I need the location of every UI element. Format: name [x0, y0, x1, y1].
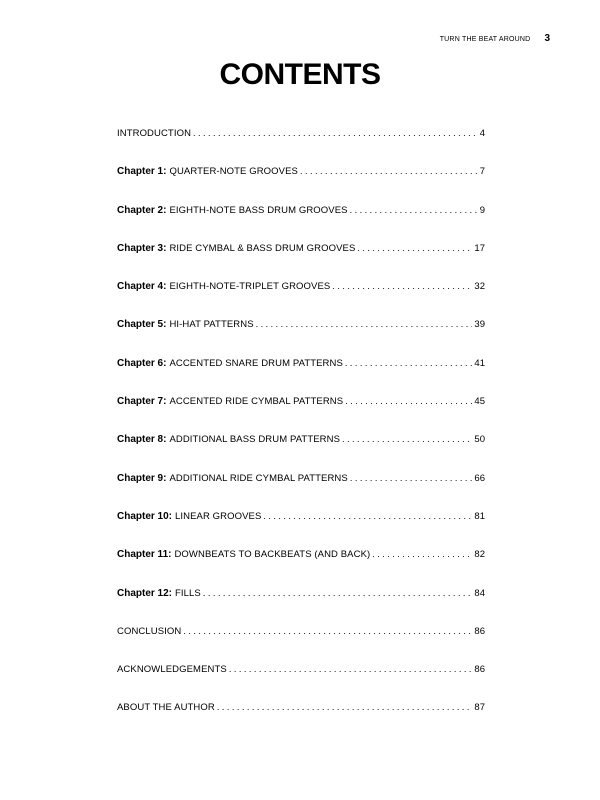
toc-entry	[117, 358, 485, 396]
dot-leader	[256, 319, 473, 329]
toc-entry	[117, 166, 485, 204]
toc-chapter-number: Chapter 12:	[117, 587, 173, 599]
toc-page-number: 32	[474, 281, 485, 293]
toc-title: DOWNBEATS TO BACKBEATS (AND BACK)	[174, 549, 371, 561]
toc-page-number: 82	[474, 549, 485, 561]
toc-entry	[117, 243, 485, 281]
toc-page-number: 7	[479, 166, 485, 178]
toc-chapter-number: Chapter 4:	[117, 281, 167, 293]
dot-leader	[372, 549, 472, 559]
toc-entry	[117, 128, 485, 166]
dot-leader	[229, 664, 473, 674]
dot-leader	[203, 588, 473, 598]
running-title: TURN THE BEAT AROUND	[439, 36, 531, 43]
dot-leader	[193, 128, 478, 138]
dot-leader	[183, 626, 472, 636]
table-of-contents	[117, 128, 485, 741]
toc-entry	[117, 319, 485, 357]
toc-page-number: 66	[474, 472, 485, 484]
dot-leader	[345, 396, 472, 406]
toc-entry	[117, 626, 485, 664]
dot-leader	[300, 166, 478, 176]
toc-page-number: 50	[474, 434, 485, 446]
toc-entry	[117, 664, 485, 702]
toc-page-number: 39	[474, 319, 485, 331]
toc-title: ACKNOWLEDGEMENTS	[117, 664, 227, 676]
toc-entry	[117, 702, 485, 740]
toc-title: HI-HAT PATTERNS	[169, 319, 254, 331]
dot-leader	[217, 702, 473, 712]
toc-page-number: 45	[474, 396, 485, 408]
toc-title: LINEAR GROOVES	[175, 510, 262, 522]
toc-title: INTRODUCTION	[117, 128, 192, 139]
toc-entry	[117, 396, 485, 434]
toc-entry	[117, 588, 485, 626]
toc-page-number: 84	[474, 587, 485, 599]
toc-page-number: 86	[474, 625, 485, 637]
toc-entry	[117, 473, 485, 511]
dot-leader	[357, 243, 472, 253]
toc-title: CONCLUSION	[117, 625, 182, 637]
toc-chapter-number: Chapter 7:	[117, 396, 167, 408]
toc-chapter-number: Chapter 5:	[117, 319, 167, 331]
toc-title: ABOUT THE AUTHOR	[117, 702, 215, 714]
toc-entry	[117, 511, 485, 549]
toc-title: EIGHTH-NOTE-TRIPLET GROOVES	[169, 281, 331, 293]
toc-entry	[117, 205, 485, 243]
toc-chapter-number: Chapter 10:	[117, 510, 173, 522]
toc-title: ADDITIONAL RIDE CYMBAL PATTERNS	[169, 472, 348, 484]
toc-page-number: 87	[474, 702, 485, 714]
toc-title: ACCENTED SNARE DRUM PATTERNS	[169, 357, 343, 369]
dot-leader	[350, 205, 478, 215]
toc-title: FILLS	[175, 587, 201, 599]
toc-chapter-number: Chapter 1:	[117, 166, 167, 178]
toc-page-number: 86	[474, 664, 485, 676]
dot-leader	[332, 281, 472, 291]
dot-leader	[350, 473, 473, 483]
page-title: CONTENTS	[219, 58, 381, 91]
toc-entry	[117, 549, 485, 587]
toc-chapter-number: Chapter 2:	[117, 204, 167, 216]
toc-page-number: 9	[479, 204, 485, 216]
dot-leader	[263, 511, 472, 521]
toc-chapter-number: Chapter 8:	[117, 434, 167, 446]
toc-title: EIGHTH-NOTE BASS DRUM GROOVES	[169, 204, 348, 216]
toc-page-number: 81	[474, 510, 485, 522]
toc-entry	[117, 434, 485, 472]
toc-page-number: 17	[474, 242, 485, 254]
toc-page-number: 4	[479, 128, 485, 139]
toc-title: ACCENTED RIDE CYMBAL PATTERNS	[169, 396, 344, 408]
dot-leader	[345, 358, 473, 368]
toc-chapter-number: Chapter 11:	[117, 549, 172, 561]
toc-title: RIDE CYMBAL & BASS DRUM GROOVES	[169, 242, 356, 254]
page-number: 3	[544, 33, 550, 44]
toc-title: ADDITIONAL BASS DRUM PATTERNS	[169, 434, 341, 446]
toc-entry	[117, 281, 485, 319]
toc-chapter-number: Chapter 6:	[117, 357, 167, 369]
dot-leader	[342, 434, 472, 444]
toc-page-number: 41	[474, 357, 485, 369]
running-header	[440, 33, 550, 44]
toc-chapter-number: Chapter 9:	[117, 472, 167, 484]
toc-title: QUARTER-NOTE GROOVES	[169, 166, 298, 178]
toc-chapter-number: Chapter 3:	[117, 242, 167, 254]
